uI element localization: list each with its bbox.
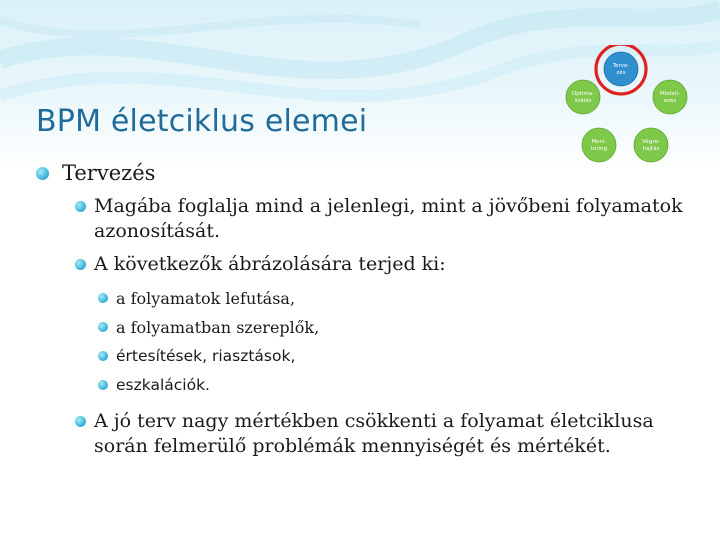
bullet-dot-icon	[98, 322, 108, 332]
point-2-text: A következők ábrázolására terjed ki:	[94, 253, 446, 275]
subpoint-2-text: a folyamatban szereplők,	[116, 318, 320, 337]
bullet-point-1	[32, 194, 702, 244]
subpoint-1	[32, 287, 702, 310]
bullet-dot-icon	[75, 259, 86, 270]
svg-text:Végre-: Végre-	[642, 139, 660, 145]
subpoint-2	[32, 316, 702, 339]
slide-content	[32, 158, 702, 459]
bullet-dot-icon	[36, 167, 49, 180]
svg-text:lizálás: lizálás	[574, 98, 592, 104]
svg-text:ezés: ezés	[663, 98, 677, 104]
diagram-node-optimalizalas	[566, 80, 600, 114]
svg-text:Modell-: Modell-	[659, 91, 681, 97]
svg-text:toring: toring	[590, 146, 608, 152]
bullet-point-3	[32, 409, 702, 459]
slide-title: BPM életciklus elemei	[36, 104, 368, 139]
svg-text:zés: zés	[616, 70, 626, 76]
bullet-level1-tervezes	[32, 158, 702, 188]
svg-text:Optima-: Optima-	[571, 91, 595, 97]
svg-text:Terve-: Terve-	[612, 63, 630, 69]
bullet-dot-icon	[98, 380, 108, 390]
diagram-node-tervezes	[604, 52, 638, 86]
diagram-node-monitoring	[582, 128, 616, 162]
bullet-point-2	[32, 252, 702, 277]
point-3-text: A jó terv nagy mértékben csökkenti a folyamat életciklusa során felmerülő problémák mennyiségét és mértékét.	[94, 410, 654, 457]
svg-text:Moni-: Moni-	[591, 139, 607, 145]
heading-tervezes: Tervezés	[62, 161, 156, 185]
bullet-dot-icon	[98, 351, 108, 361]
subpoint-4-text: eszkalációk.	[116, 376, 210, 394]
diagram-node-modellezes	[653, 80, 687, 114]
point-1-text: Magába foglalja mind a jelenlegi, mint a jövőbeni folyamatok azonosítását.	[94, 195, 683, 242]
bullet-dot-icon	[75, 416, 86, 427]
subpoint-1-text: a folyamatok lefutása,	[116, 289, 296, 308]
subpoint-3	[32, 345, 702, 368]
subpoint-4	[32, 374, 702, 397]
bullet-dot-icon	[75, 201, 86, 212]
bullet-dot-icon	[98, 293, 108, 303]
subpoint-3-text: értesítések, riasztások,	[116, 347, 296, 365]
diagram-node-vegrehajtas	[634, 128, 668, 162]
svg-text:hajtás: hajtás	[642, 146, 660, 152]
bpm-lifecycle-diagram	[555, 45, 715, 170]
